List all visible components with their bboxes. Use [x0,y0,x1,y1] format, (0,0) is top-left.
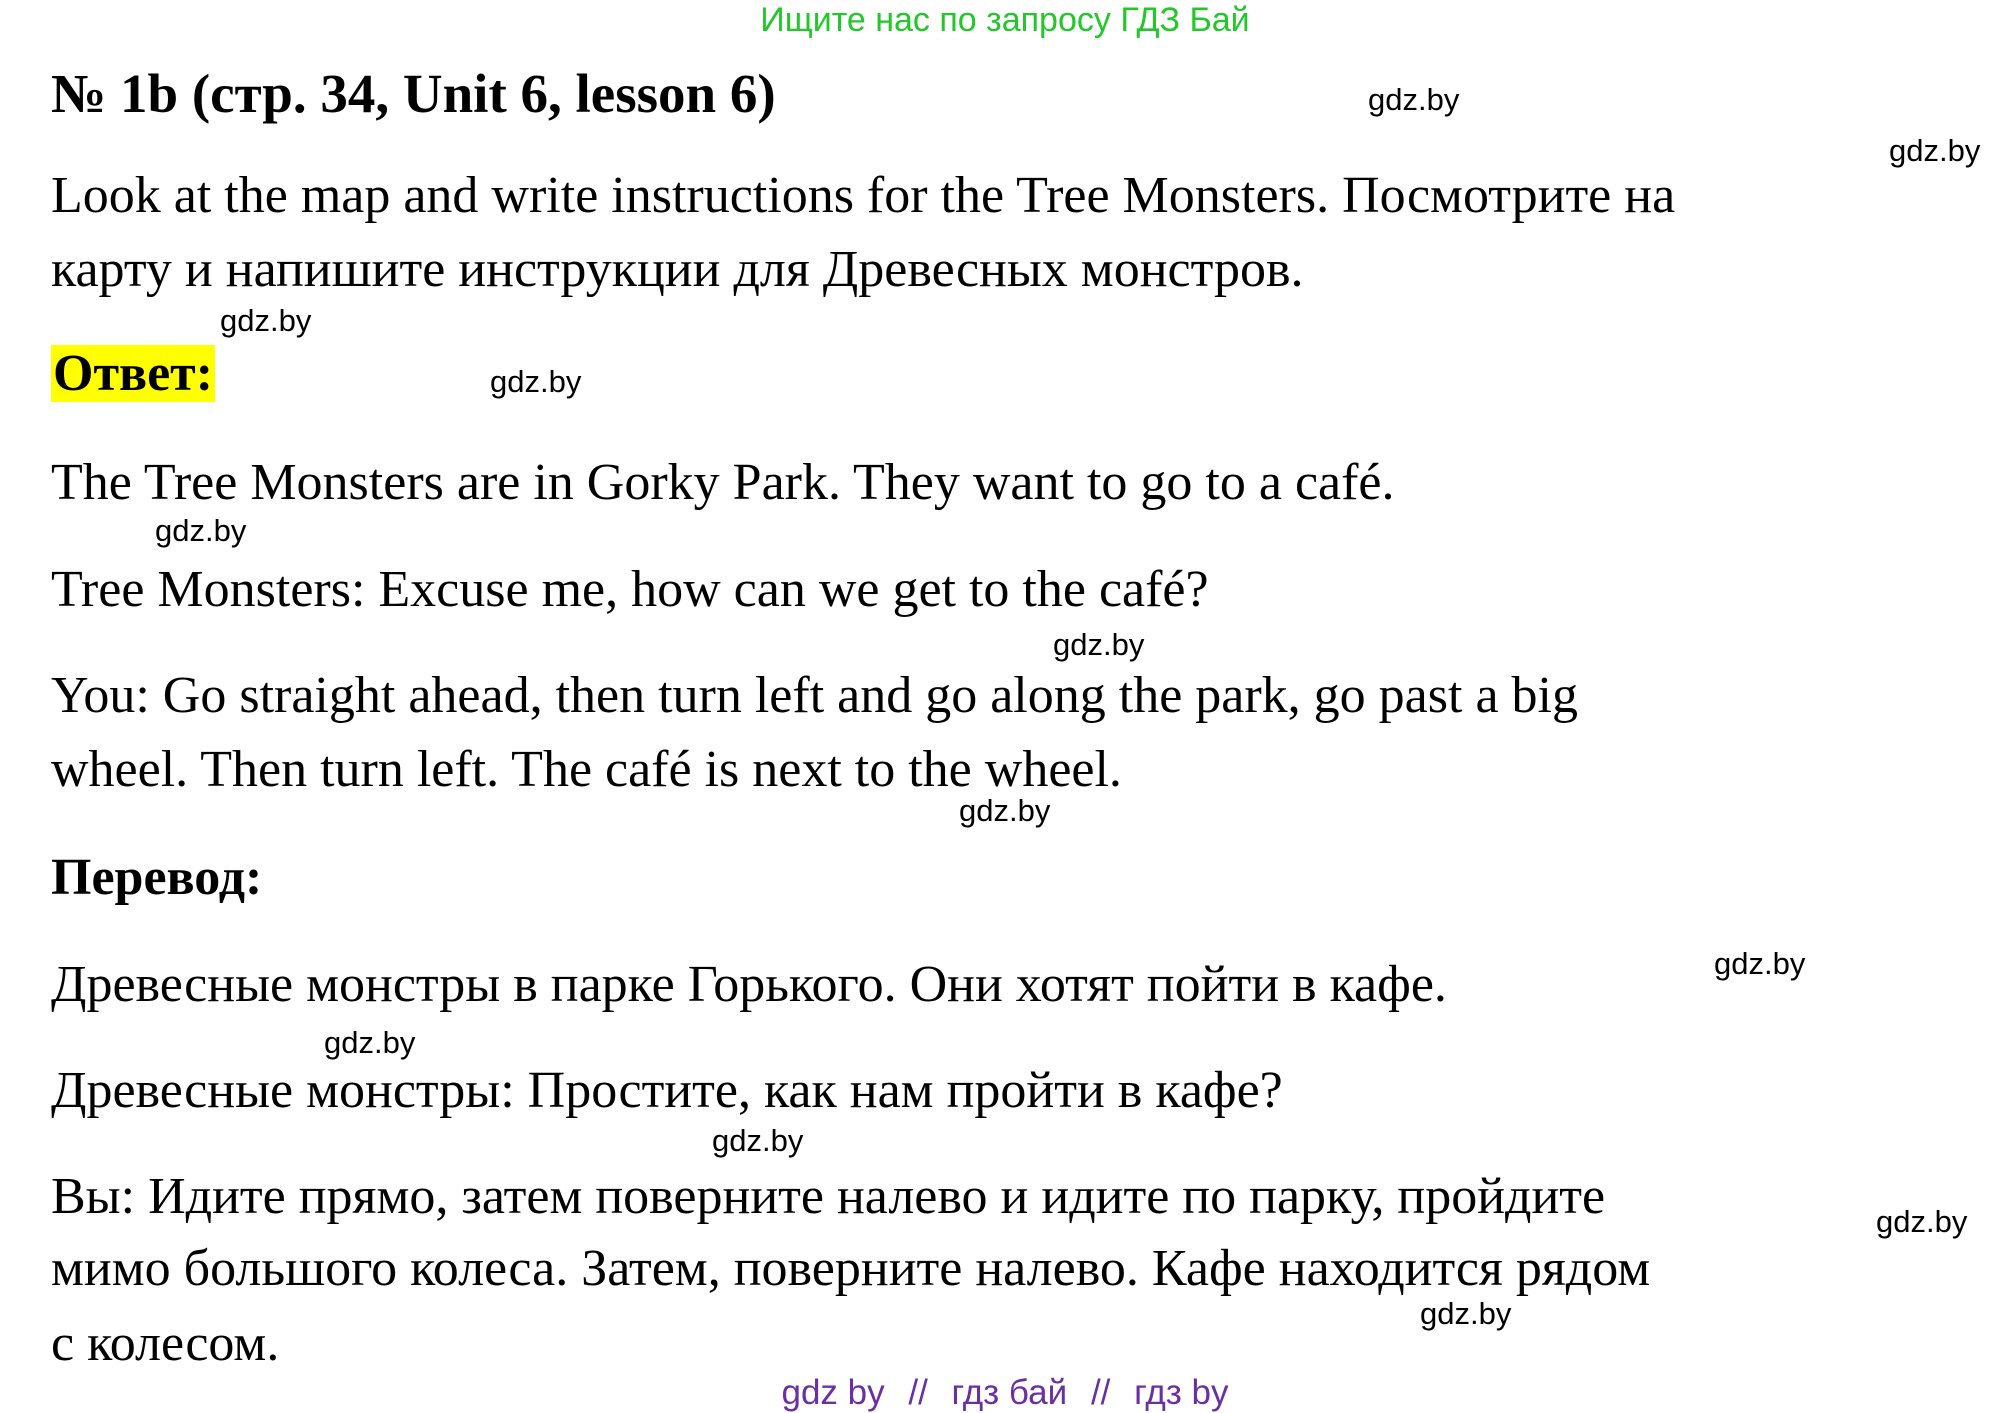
watermark: gdz.by [1420,1296,1512,1331]
translation-line-4: мимо большого колеса. Затем, поверните налево. Кафе находится рядом [51,1240,1651,1297]
answer-line-2: Tree Monsters: Excuse me, how can we get to the café? [51,561,1209,618]
translation-line-5: с колесом. [51,1315,280,1372]
footer-link-gdz-by-cyr[interactable]: гдз by [1134,1373,1229,1412]
watermark: gdz.by [1368,82,1460,117]
footer-links [0,1373,2010,1413]
watermark: gdz.by [1714,946,1806,981]
task-line-2: карту и напишите инструкции для Древесных монстров. [51,241,1304,298]
watermark: gdz.by [324,1025,416,1060]
footer-separator: // [1090,1373,1111,1412]
answer-line-1: The Tree Monsters are in Gorky Park. They want to go to a café. [51,454,1395,511]
translation-line-3: Вы: Идите прямо, затем поверните налево и идите по парку, пройдите [51,1168,1606,1225]
translation-line-2: Древесные монстры: Простите, как нам пройти в кафе? [51,1062,1283,1119]
page-title: № 1b (стр. 34, Unit 6, lesson 6) [51,63,776,124]
translation-heading: Перевод: [51,849,263,906]
translation-line-1: Древесные монстры в парке Горького. Они хотят пойти в кафе. [51,956,1447,1013]
watermark: gdz.by [490,364,582,399]
footer-link-gdz-by[interactable]: gdz by [781,1373,885,1412]
answer-label: Ответ: [53,345,214,402]
watermark: gdz.by [712,1123,804,1158]
top-banner: Ищите нас по запросу ГДЗ Бай [760,1,1250,39]
watermark: gdz.by [1053,627,1145,662]
answer-line-3: You: Go straight ahead, then turn left and go along the park, go past a big [51,667,1578,724]
footer-separator: // [908,1373,928,1412]
task-line-1: Look at the map and write instructions for the Tree Monsters. Посмотрите на [51,167,1676,224]
answer-line-4: wheel. Then turn left. The café is next to the wheel. [51,741,1122,798]
answer-heading [51,341,215,407]
footer-link-gdz-bai[interactable]: гдз бай [951,1373,1068,1412]
watermark: gdz.by [1876,1204,1968,1239]
watermark: gdz.by [220,303,312,338]
watermark: gdz.by [1889,133,1981,168]
watermark: gdz.by [959,793,1051,828]
watermark: gdz.by [155,513,247,548]
